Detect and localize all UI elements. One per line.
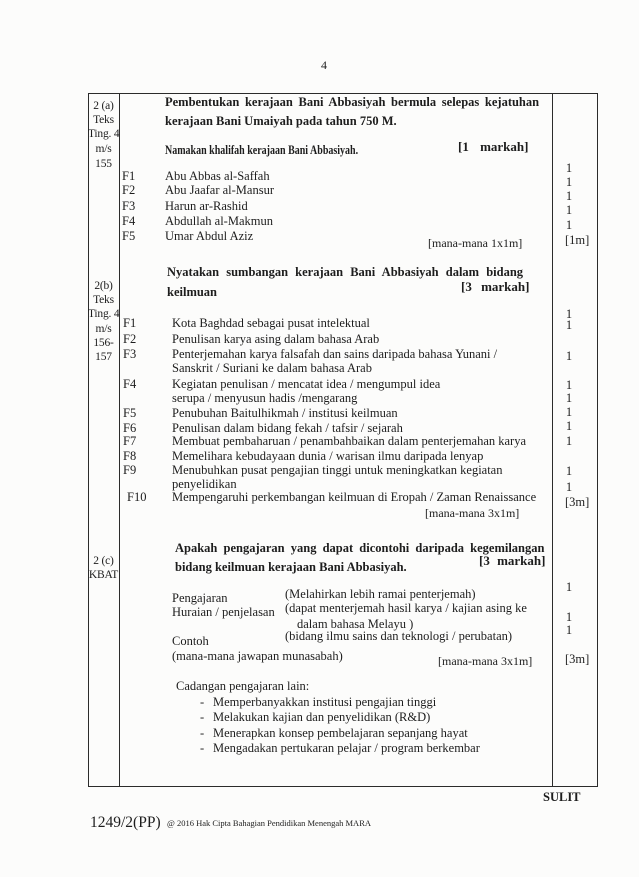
fact-text: Abu Abbas al-Saffah [165, 169, 270, 183]
answer-text: (bidang ilmu sains dan teknologi / perubatan) [285, 629, 513, 643]
fact-mark: 1 [565, 349, 573, 363]
fact-mark: 1 [565, 391, 573, 405]
bullet-marker: - [200, 726, 205, 740]
fact-text-continued: Sanskrit / Suriani ke dalam bahasa Arab [172, 361, 372, 375]
answer-mark: 1 [565, 623, 573, 637]
fact-mark: 1 [565, 189, 573, 203]
suggestion-item: Mengadakan pertukaran pelajar / program berkembar [213, 741, 480, 755]
scoring-rule: [mana-mana 3x1m] [438, 654, 533, 668]
total-marks: [3m] [565, 652, 590, 666]
fact-mark: 1 [565, 419, 573, 433]
scoring-rule: [mana-mana 1x1m] [428, 236, 523, 250]
suggestion-item: Melakukan kajian dan penyelidikan (R&D) [213, 710, 431, 724]
question-ref-page: 156- [93, 337, 114, 349]
allocated-marks: [1 markah] [458, 139, 529, 154]
suggestion-item: Menerapkan konsep pembelajaran sepanjang hayat [213, 726, 468, 740]
fact-text: Harun ar-Rashid [165, 199, 248, 213]
paper-code: 1249/2(PP) [90, 814, 161, 831]
allocated-marks: [3 markah] [479, 553, 546, 568]
question-stem-line: keilmuan [167, 285, 218, 299]
fact-mark: 1 [565, 307, 573, 321]
fact-code: F3 [123, 347, 137, 361]
fact-code: F3 [122, 199, 136, 213]
question-stem-line: bidang keilmuan kerajaan Bani Abbasiyah. [175, 560, 407, 574]
copyright-notice: @ 2016 Hak Cipta Bahagian Pendidikan Menengah MARA [167, 818, 372, 828]
fact-code: F2 [123, 332, 137, 346]
question-ref-source: Teks [93, 114, 114, 126]
fact-code: F10 [127, 490, 147, 504]
total-marks: [3m] [565, 495, 590, 509]
suggestions-heading: Cadangan pengajaran lain: [176, 679, 310, 693]
fact-text: Memelihara kebudayaan dunia / warisan ilmu daripada lenyap [172, 449, 484, 463]
fact-text: Abdullah al-Makmun [165, 214, 273, 228]
fact-mark: 1 [565, 203, 573, 217]
fact-text: Penulisan dalam bidang fekah / tafsir / sejarah [172, 421, 403, 435]
scoring-rule: [mana-mana 3x1m] [425, 506, 520, 520]
fact-mark: 1 [565, 218, 573, 232]
fact-code: F9 [123, 463, 137, 477]
question-ref-form: Ting. 4 [88, 308, 120, 320]
answer-note: (mana-mana jawapan munasabah) [172, 649, 343, 663]
fact-mark: 1 [565, 405, 573, 419]
column-divider-marks [552, 93, 553, 787]
question-ref-category: KBAT [88, 569, 119, 581]
answer-text: (dapat menterjemah hasil karya / kajian asing ke [285, 601, 527, 615]
bullet-marker: - [200, 695, 205, 709]
fact-text: Abu Jaafar al-Mansur [165, 183, 274, 197]
bullet-marker: - [200, 710, 205, 724]
question-ref-page-label: m/s [95, 143, 112, 155]
total-marks: [1m] [565, 233, 590, 247]
fact-code: F4 [122, 214, 136, 228]
answer-label: Huraian / penjelasan [172, 605, 275, 619]
fact-code: F1 [122, 169, 136, 183]
fact-mark: 1 [565, 434, 573, 448]
fact-text: Penterjemahan karya falsafah dan sains daripada bahasa Yunani / [172, 347, 498, 361]
fact-code: F1 [123, 316, 137, 330]
question-ref-number: 2 (c) [93, 555, 114, 567]
fact-text: Penulisan karya asing dalam bahasa Arab [172, 332, 380, 346]
fact-code: F5 [122, 229, 136, 243]
fact-text-continued: penyelidikan [172, 477, 237, 491]
allocated-marks: [3 markah] [461, 279, 530, 294]
fact-text: Penubuhan Baitulhikmah / institusi keilmuan [172, 406, 398, 420]
classification-label: SULIT [543, 790, 581, 804]
fact-text: Kota Baghdad sebagai pusat intelektual [172, 316, 370, 330]
fact-text: Mempengaruhi perkembangan keilmuan di Eropah / Zaman Renaissance [172, 490, 537, 504]
answer-mark: 1 [565, 580, 573, 594]
answer-label: Pengajaran [172, 591, 228, 605]
fact-code: F5 [123, 406, 137, 420]
answer-label: Contoh [172, 634, 209, 648]
question-ref-source: Teks [93, 294, 114, 306]
question-ref-page-label: m/s [95, 323, 112, 335]
fact-text: Kegiatan penulisan / mencatat idea / mengumpul idea [172, 377, 441, 391]
fact-text-continued: serupa / menyusun hadis /mengarang [172, 391, 358, 405]
fact-text: Umar Abdul Aziz [165, 229, 254, 243]
suggestion-item: Memperbanyakkan institusi pengajian tinggi [213, 695, 437, 709]
answer-text-continued: dalam bahasa Melayu ) [297, 617, 414, 631]
question-prompt: Namakan khalifah kerajaan Bani Abbasiyah. [165, 143, 359, 157]
fact-code: F4 [123, 377, 137, 391]
fact-mark: 1 [565, 175, 573, 189]
fact-mark: 1 [565, 161, 573, 175]
bullet-marker: - [200, 741, 205, 755]
column-divider-question-ref [119, 93, 120, 787]
fact-text: Membuat pembaharuan / penambahbaikan dalam penterjemahan karya [172, 434, 527, 448]
question-stem-line: Pembentukan kerajaan Bani Abbasiyah bermula selepas kejatuhan [165, 95, 540, 109]
fact-text: Menubuhkan pusat pengajian tinggi untuk meningkatkan kegiatan [172, 463, 503, 477]
fact-code: F7 [123, 434, 137, 448]
question-ref-form: Ting. 4 [88, 128, 120, 140]
question-stem-line: kerajaan Bani Umaiyah pada tahun 750 M. [165, 114, 397, 128]
question-ref-number: 2 (a) [93, 100, 114, 112]
question-ref-page: 157 [95, 351, 112, 363]
question-ref-number: 2(b) [94, 280, 113, 292]
answer-mark: 1 [565, 610, 573, 624]
fact-mark: 1 [565, 464, 573, 478]
fact-code: F6 [123, 421, 137, 435]
fact-mark: 1 [565, 318, 573, 332]
question-stem-line: Apakah pengajaran yang dapat dicontohi daripada kegemilangan [175, 541, 545, 555]
fact-mark: 1 [565, 378, 573, 392]
fact-code: F2 [122, 183, 136, 197]
question-ref-page: 155 [95, 158, 112, 170]
answer-text: (Melahirkan lebih ramai penterjemah) [285, 587, 476, 601]
fact-code: F8 [123, 449, 137, 463]
page-number: 4 [321, 58, 327, 72]
fact-mark: 1 [565, 480, 573, 494]
question-stem-line: Nyatakan sumbangan kerajaan Bani Abbasiyah dalam bidang [167, 265, 524, 279]
